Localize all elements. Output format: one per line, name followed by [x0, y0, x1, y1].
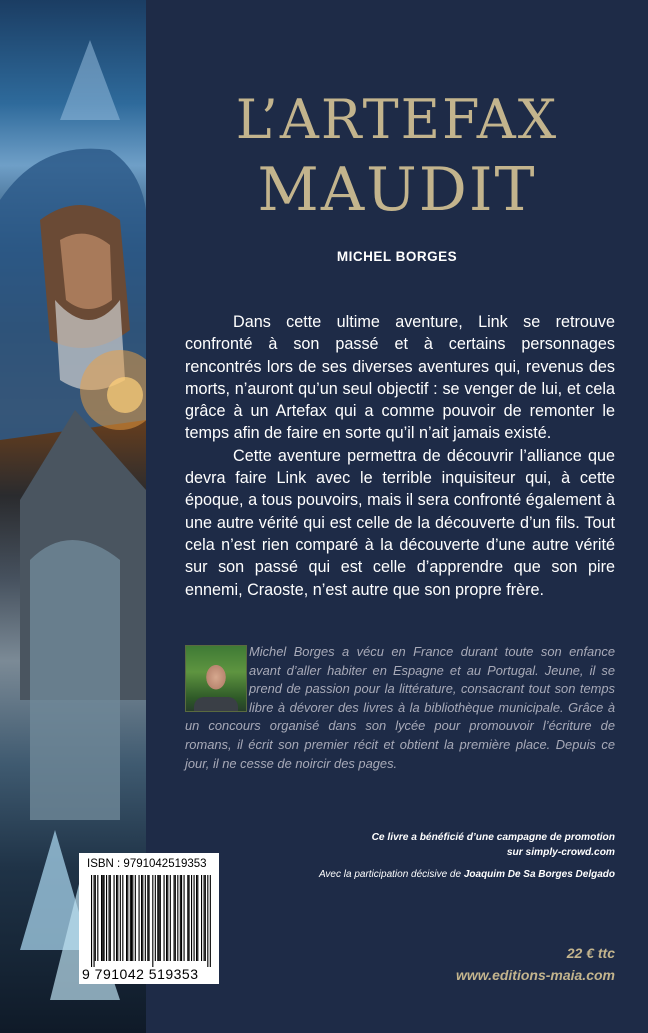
promotion-notice: [372, 830, 615, 860]
barcode-bar: [197, 875, 198, 961]
barcode-bar: [157, 875, 158, 961]
barcode-bar: [187, 875, 188, 961]
isbn-label: ISBN : 9791042519353: [87, 858, 207, 870]
barcode-bar: [181, 875, 182, 961]
barcode-bar: [201, 875, 202, 961]
barcode: [79, 853, 219, 984]
barcode-bar: [104, 875, 105, 961]
barcode-bar: [166, 875, 167, 961]
barcode-bar: [126, 875, 127, 961]
barcode-bar: [205, 875, 206, 961]
barcode-bar: [147, 875, 148, 961]
barcode-bar: [170, 875, 171, 961]
barcode-bar: [109, 875, 110, 961]
barcode-bar: [106, 875, 107, 961]
barcode-bar: [114, 875, 115, 961]
barcode-bar: [97, 875, 98, 961]
author-bio: [185, 643, 615, 773]
author-bio-text: Michel Borges a vécu en France durant toute son enfance avant d’aller habiter en Espagne et au Portugal. Jeune, il se prend de passion pour la littérature, consacrant tout son temps libre à dévorer des livres à la bibliothèque municipale. Grâce à un concours organisé dans son lycée pour promouvoir l’écriture de romans, il écrit son premier récit et obtient la première place. Depuis ce jour, il ne cesse de noircir des pages.: [185, 644, 615, 771]
barcode-bar: [101, 875, 102, 961]
barcode-bar: [167, 875, 168, 961]
barcode-bar: [175, 875, 176, 961]
book-title-line2: MAUDIT: [257, 155, 537, 225]
synopsis-paragraph: Cette aventure permettra de découvrir l’alliance que devra faire Link avec le terrible inquisiteur qui, à cette époque, a tous pouvoirs, mais il sera confronté également à une autre vérité qui est celle de la découverte d’un fils. Tout cela n’est rien comparé à la découverte d’une autre vérité sur son passé qui est celle d’apprendre que son pire ennemi, Craoste, n’est autre que son propre frère.: [185, 446, 615, 599]
barcode-bar: [159, 875, 160, 961]
barcode-bar: [127, 875, 128, 961]
barcode-bar: [132, 875, 133, 961]
barcode-bars: [91, 875, 211, 967]
barcode-bar: [155, 875, 156, 961]
barcode-bar: [180, 875, 181, 961]
barcode-bar: [145, 875, 146, 961]
barcode-bar: [191, 875, 192, 961]
barcode-bar: [196, 875, 197, 961]
barcode-bar: [184, 875, 185, 961]
barcode-bar: [120, 875, 121, 961]
participant-name: Joaquim De Sa Borges Delgado: [463, 869, 615, 880]
barcode-bar: [142, 875, 143, 961]
barcode-bar: [141, 875, 142, 961]
barcode-bar: [117, 875, 118, 961]
barcode-bar: [102, 875, 103, 961]
price: 22 € ttc: [566, 945, 615, 961]
author-name: MICHEL BORGES: [336, 249, 458, 264]
barcode-bar: [164, 875, 165, 961]
barcode-bar: [204, 875, 205, 961]
barcode-bar: [177, 875, 178, 961]
barcode-bar: [207, 875, 208, 967]
barcode-bar: [152, 875, 153, 967]
publisher-website: www.editions-maia.com: [456, 967, 615, 983]
barcode-bar: [189, 875, 190, 961]
synopsis: [185, 311, 615, 601]
barcode-bar: [130, 875, 131, 961]
barcode-bar: [194, 875, 195, 961]
barcode-bar: [210, 875, 211, 967]
barcode-bar: [110, 875, 111, 961]
barcode-bar: [174, 875, 175, 961]
barcode-digits: 9 791042 519353: [82, 966, 199, 982]
barcode-bar: [160, 875, 161, 961]
barcode-bar: [95, 875, 96, 961]
barcode-bar: [94, 875, 95, 967]
book-title-line1: L’ARTEFAX: [235, 88, 559, 151]
synopsis-paragraph: Dans cette ultime aventure, Link se retrouve confronté à son passé et à certains personnages rencontrés lors de ses diverses aventures qui, revenus des morts, n’auront qu’un seul objectif : se venger de lui, et cela grâce à un Artefax qui a comme pouvoir de remonter le temps afin de faire en sorte qu’il n’ait jamais existé.: [185, 313, 615, 443]
barcode-bar: [122, 875, 123, 961]
barcode-bar: [139, 875, 140, 961]
participation-credit: Avec la participation décisive de Joaquim De Sa Borges Delgado: [318, 869, 615, 880]
barcode-bar: [116, 875, 117, 961]
barcode-bar: [131, 875, 132, 961]
barcode-bar: [135, 875, 136, 961]
barcode-bar: [149, 875, 150, 961]
promotion-line: Ce livre a bénéficié d’une campagne de promotion: [371, 832, 615, 843]
barcode-bar: [91, 875, 92, 967]
promotion-line: sur simply-crowd.com: [506, 847, 615, 858]
